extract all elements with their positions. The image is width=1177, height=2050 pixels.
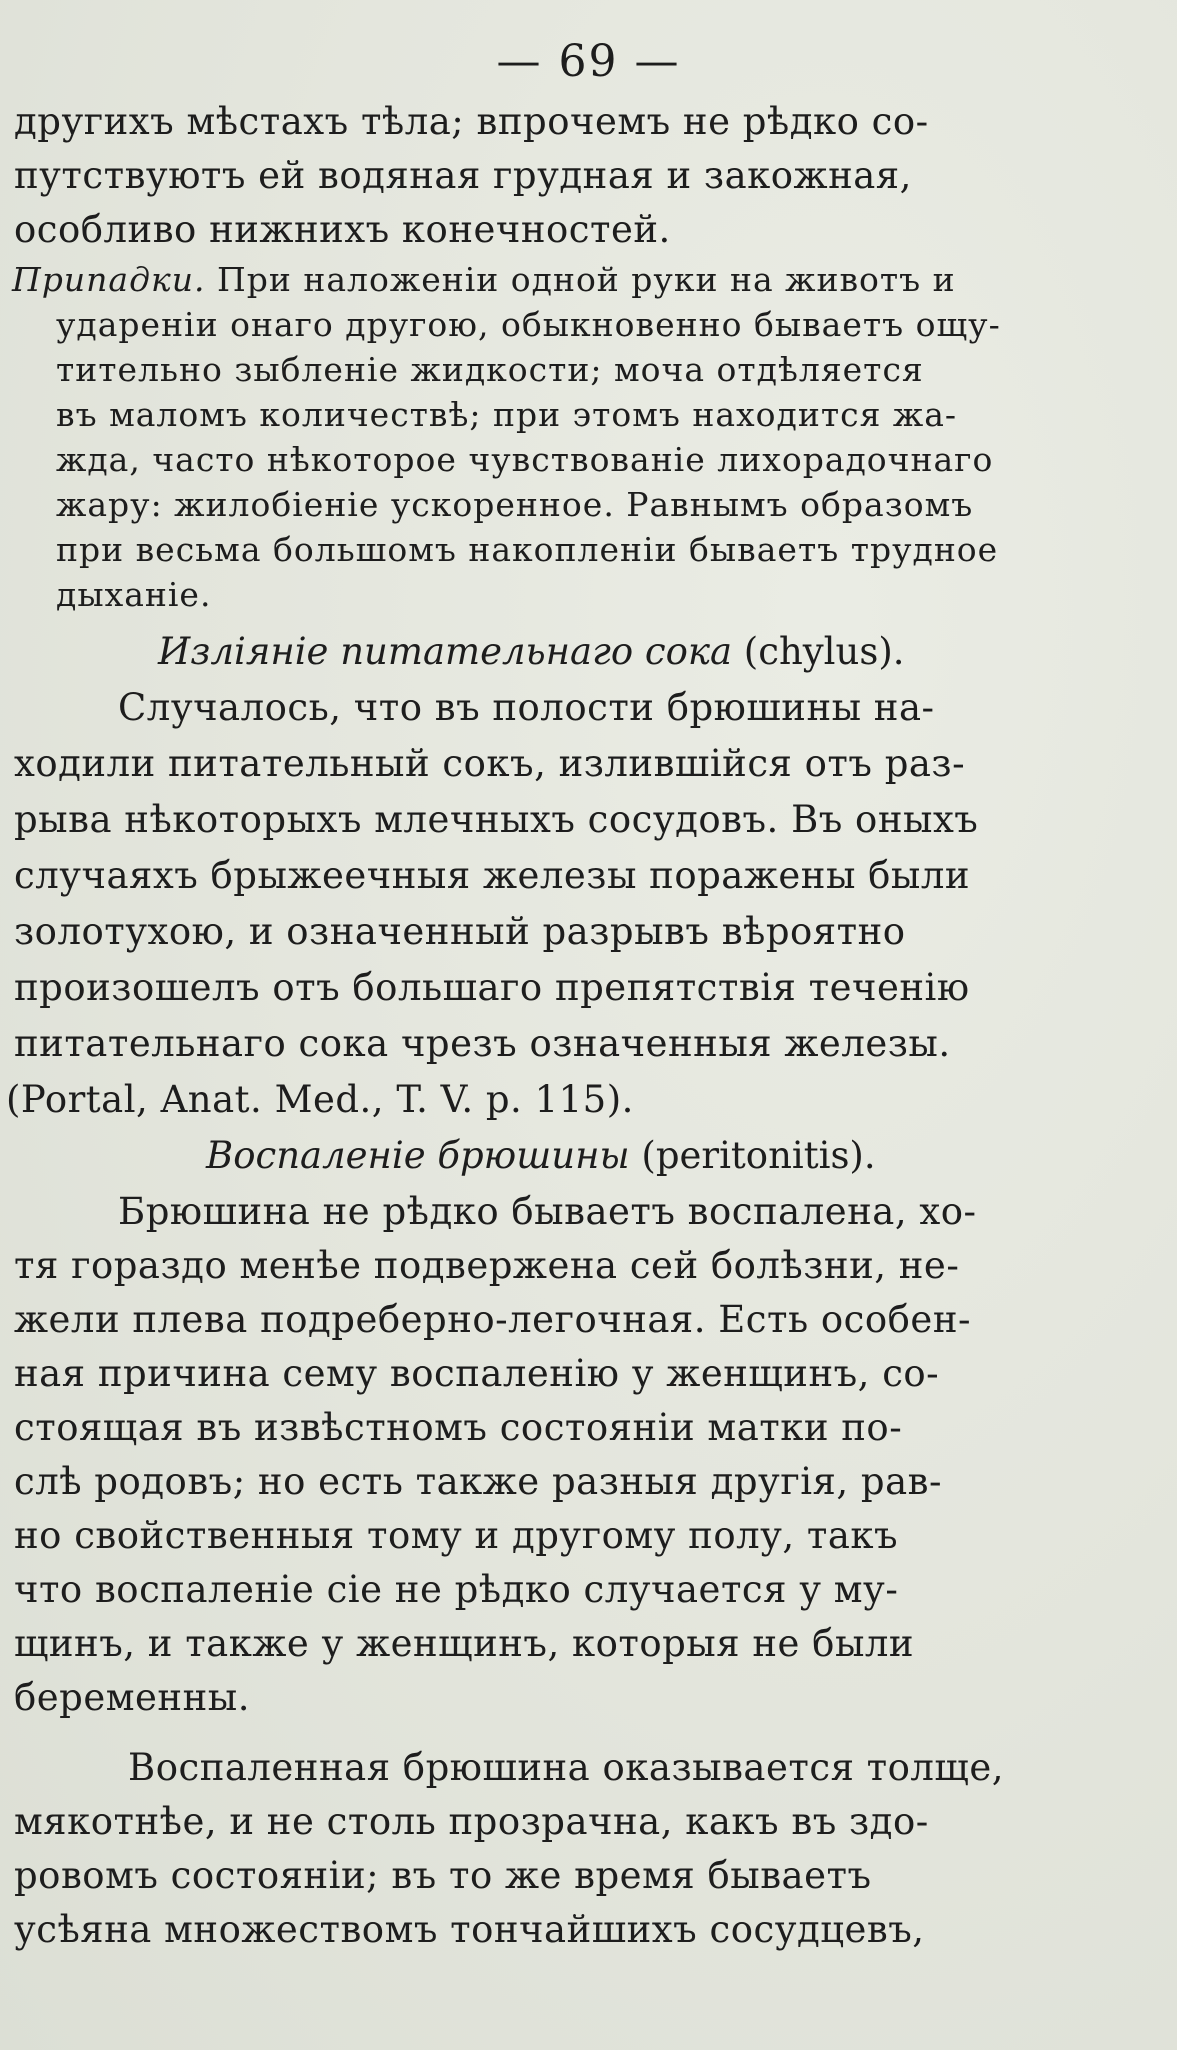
text-line: что воспаленіе сіе не рѣдко случается у му-	[14, 1568, 899, 1611]
text-line: удареніи онаго другою, обыкновенно бываетъ ощу-	[56, 305, 1001, 344]
text-line: ходили питательный сокъ, излившійся отъ раз-	[14, 742, 966, 785]
section-heading-chylus	[158, 630, 905, 673]
text-line: питательнаго сока чрезъ означенныя железы.	[14, 1022, 951, 1065]
text-line: при весьма большомъ накопленіи бываетъ трудное	[56, 530, 999, 569]
text-line: Брюшина не рѣдко бываетъ воспалена, хо-	[118, 1190, 977, 1233]
text-line: щинъ, и также у женщинъ, которыя не были	[14, 1622, 915, 1665]
citation-line: (Portal, Anat. Med., T. V. p. 115).	[6, 1078, 634, 1121]
text-line: тя гораздо менѣе подвержена сей болѣзни, не-	[14, 1244, 960, 1287]
text-line: ровомъ состояніи; въ то же время бываетъ	[14, 1854, 872, 1897]
text-line: случаяхъ брыжеечныя железы поражены были	[14, 854, 971, 897]
margin-note-label: Припадки.	[12, 260, 206, 299]
text-line: другихъ мѣстахъ тѣла; впрочемъ не рѣдко со-	[14, 100, 929, 143]
section-title: Воспаленіе брюшины	[206, 1134, 630, 1177]
text-line: жару: жилобіеніе ускоренное. Равнымъ образомъ	[56, 485, 974, 524]
section-title-latin: (chylus).	[743, 630, 905, 673]
text-line: но свойственныя тому и другому полу, такъ	[14, 1514, 899, 1557]
text-line: стоящая въ извѣстномъ состояніи матки по-	[14, 1406, 903, 1449]
text-line: Случалось, что въ полости брюшины на-	[118, 686, 935, 729]
text-line: произошелъ отъ большаго препятствія теченію	[14, 966, 970, 1009]
text-line: въ маломъ количествѣ; при этомъ находится жа-	[56, 395, 958, 434]
text-line: ная причина сему воспаленію у женщинъ, со-	[14, 1352, 940, 1395]
section-title: Изліяніе питательнаго сока	[158, 630, 733, 673]
page-number: — 69 —	[496, 36, 681, 87]
text-line: особливо нижнихъ конечностей.	[14, 208, 671, 251]
text-line: Воспаленная брюшина оказывается толще,	[128, 1746, 1004, 1789]
text-line: беременны.	[14, 1676, 250, 1719]
text-line: усѣяна множествомъ тончайшихъ сосудцевъ,	[14, 1908, 925, 1951]
text-line: жели плева подреберно-легочная. Есть особен-	[14, 1298, 971, 1341]
text-line: путствуютъ ей водяная грудная и закожная,	[14, 154, 912, 197]
section-title-latin: (peritonitis).	[641, 1134, 876, 1177]
text-line: При наложеніи одной руки на животъ и	[216, 260, 956, 299]
text-line: жда, часто нѣкоторое чувствованіе лихорадочнаго	[56, 440, 994, 479]
text-line: дыханіе.	[56, 575, 212, 614]
section-heading-peritonitis	[206, 1134, 876, 1177]
text-line: тительно зыбленіе жидкости; моча отдѣляется	[56, 350, 924, 389]
text-line: золотухою, и означенный разрывъ вѣроятно	[14, 910, 906, 953]
text-line: рыва нѣкоторыхъ млечныхъ сосудовъ. Въ оныхъ	[14, 798, 979, 841]
symptoms-paragraph-first-line	[12, 260, 956, 299]
text-line: мякотнѣе, и не столь прозрачна, какъ въ здо-	[14, 1800, 929, 1843]
text-line: слѣ родовъ; но есть также разныя другія, рав-	[14, 1460, 942, 1503]
